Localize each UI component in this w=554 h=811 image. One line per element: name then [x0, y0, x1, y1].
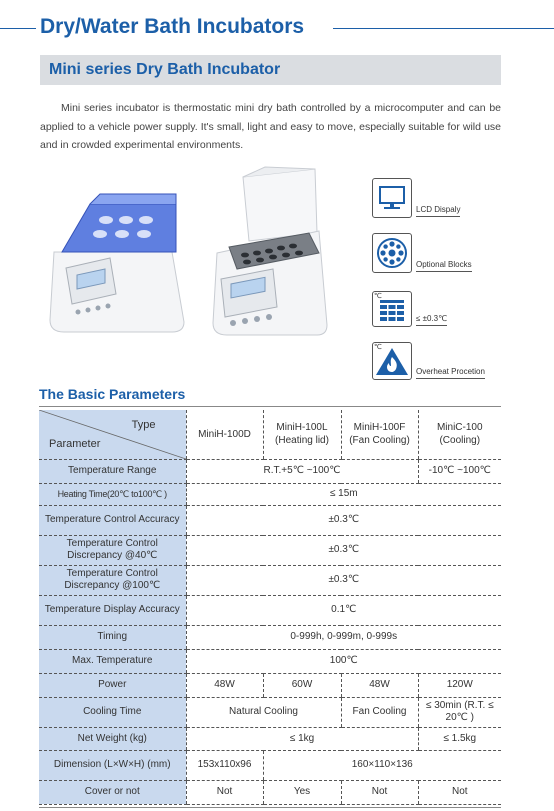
cell-value: 48W	[186, 673, 263, 697]
model-header: MiniC-100 (Cooling)	[418, 410, 501, 459]
cell-value: 60W	[263, 673, 341, 697]
row-label: Cover or not	[39, 780, 186, 804]
section-subtitle: Mini series Dry Bath Incubator	[49, 61, 281, 78]
celsius-symbol: ℃	[374, 293, 382, 300]
cell-value: 48W	[341, 673, 418, 697]
celsius-symbol: ℃	[374, 344, 382, 351]
table-row	[39, 750, 501, 780]
header-diagonal-cell	[39, 410, 186, 459]
cell-value: ≤ 1.5kg	[418, 727, 501, 750]
cell-value: R.T.+5℃ ~100℃	[186, 459, 418, 483]
lcd-display-icon	[372, 178, 412, 218]
cell-value: 0-999h, 0-999m, 0-999s	[186, 625, 501, 649]
page-title: Dry/Water Bath Incubators	[40, 15, 305, 38]
model-header: MiniH-100F (Fan Cooling)	[341, 410, 418, 459]
table-row	[39, 483, 501, 505]
cell-value: ≤ 1kg	[186, 727, 418, 750]
subtitle-bar	[40, 55, 501, 85]
cell-value: Not	[341, 780, 418, 804]
table-row	[39, 780, 501, 804]
cell-value: ±0.3℃	[186, 565, 501, 595]
cell-value: ±0.3℃	[186, 505, 501, 535]
table-row	[39, 535, 501, 565]
product-photo-heating-lid	[44, 190, 194, 340]
row-label: Heating Time(20℃ to100℃ )	[39, 483, 186, 505]
cell-value: 0.1℃	[186, 595, 501, 625]
model-header: MiniH-100D	[186, 410, 263, 459]
overheat-protection-icon	[372, 342, 412, 380]
header-parameter-label: Parameter	[49, 437, 101, 450]
row-label: Temperature Range	[39, 459, 186, 483]
cell-value: ≤ 30min (R.T. ≤ 20℃ )	[418, 697, 501, 727]
header-type-label: Type	[131, 419, 156, 431]
parameters-table	[39, 410, 501, 805]
row-label: Dimension (L×W×H) (mm)	[39, 750, 186, 780]
cell-value: Yes	[263, 780, 341, 804]
table-row	[39, 505, 501, 535]
row-label: Net Weight (kg)	[39, 727, 186, 750]
cell-value: 153x110x96	[186, 750, 263, 780]
cell-value: 160×110×136	[263, 750, 501, 780]
row-label: Temperature Control Accuracy	[39, 505, 186, 535]
table-row	[39, 565, 501, 595]
cell-value: ±0.3℃	[186, 535, 501, 565]
parameters-bottom-rule	[39, 807, 501, 808]
table-row	[39, 727, 501, 750]
row-label: Temperature Control Discrepancy @100℃	[39, 565, 186, 595]
row-label: Max. Temperature	[39, 649, 186, 673]
product-photo-open-lid	[205, 163, 340, 343]
table-row	[39, 459, 501, 483]
cell-value: Not	[186, 780, 263, 804]
cell-value: ≤ 15m	[186, 483, 501, 505]
feature-label-blocks: Optional Blocks	[416, 260, 472, 272]
table-row	[39, 595, 501, 625]
table-row	[39, 673, 501, 697]
title-rule-right	[333, 28, 554, 29]
temperature-accuracy-icon	[372, 291, 412, 327]
row-label: Timing	[39, 625, 186, 649]
row-label: Temperature Display Accuracy	[39, 595, 186, 625]
row-label: Cooling Time	[39, 697, 186, 727]
table-header-row	[39, 410, 501, 459]
model-header: MiniH-100L (Heating lid)	[263, 410, 341, 459]
table-row	[39, 697, 501, 727]
cell-value: Natural Cooling	[186, 697, 341, 727]
table-row	[39, 649, 501, 673]
feature-label-accuracy: ≤ ±0.3℃	[416, 314, 447, 326]
table-row	[39, 625, 501, 649]
row-label: Temperature Control Discrepancy @40℃	[39, 535, 186, 565]
cell-value: Not	[418, 780, 501, 804]
cell-value: -10℃ ~100℃	[418, 459, 501, 483]
parameters-top-rule	[39, 406, 501, 407]
feature-label-overheat: Overheat Procetion	[416, 367, 485, 379]
row-label: Power	[39, 673, 186, 697]
parameters-title: The Basic Parameters	[39, 386, 186, 402]
title-rule-left	[0, 28, 36, 29]
cell-value: Fan Cooling	[341, 697, 418, 727]
optional-blocks-icon	[372, 233, 412, 273]
cell-value: 120W	[418, 673, 501, 697]
feature-label-lcd: LCD Dispaly	[416, 205, 460, 217]
cell-value: 100℃	[186, 649, 501, 673]
diagonal-line	[39, 410, 186, 459]
intro-paragraph: Mini series incubator is thermostatic mini dry bath controlled by a microcomputer and can be applied to a vehicle power supply. It's small, light and easy to move, especially suitable for wild use and in crowded experimental environments.	[40, 102, 501, 151]
